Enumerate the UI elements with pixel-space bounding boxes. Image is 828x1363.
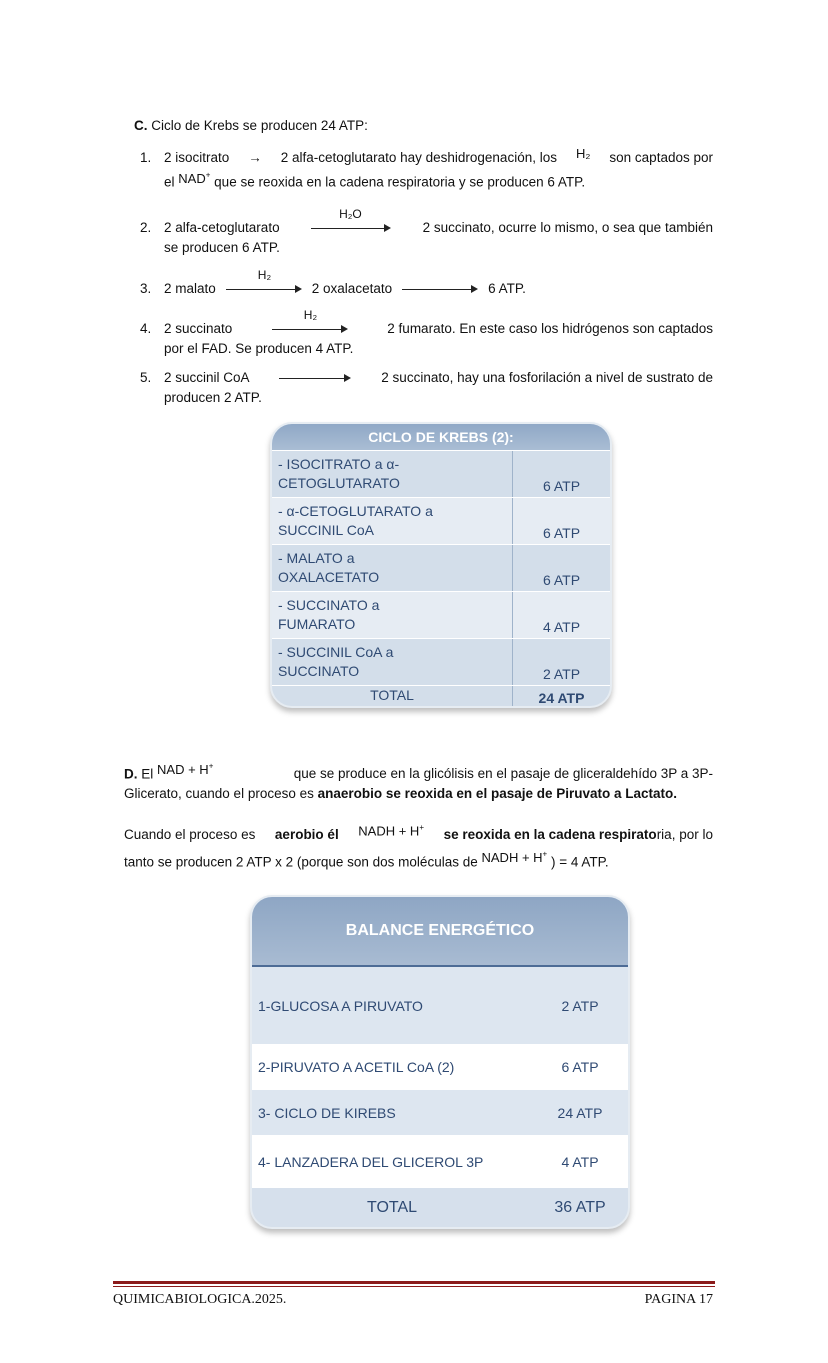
- text: Cuando el proceso es: [124, 827, 256, 843]
- arrow-label: H₂O: [339, 206, 362, 221]
- label-line: OXALACETATO: [278, 569, 380, 585]
- footer-rule: [113, 1281, 715, 1284]
- page-number: PAGINA 17: [644, 1292, 713, 1307]
- table-row: [272, 544, 610, 591]
- text: 2 alfa-cetoglutarato hay deshidrogenación, los: [280, 150, 557, 165]
- bold-text: anaerobio se reoxida en el pasaje de Piruvato a Lactato.: [317, 786, 678, 801]
- superscript: +: [208, 762, 214, 771]
- row-value: 6 ATP: [542, 525, 581, 541]
- item-number: 5.: [140, 370, 152, 385]
- item-number: 4.: [140, 321, 152, 336]
- reaction-arrow-icon: [311, 206, 391, 233]
- text: 6 ATP.: [488, 281, 526, 296]
- text: 2 succinato, hay una fosforilación a nivel de sustrato de: [381, 370, 713, 385]
- label-line: - ISOCITRATO a α-: [278, 456, 400, 472]
- table-row: [252, 1044, 628, 1090]
- table-row: [272, 591, 610, 638]
- text: tanto se producen 2 ATP x 2 (porque son dos moléculas de: [124, 854, 478, 870]
- text: 2 malato: [164, 281, 216, 296]
- table-title: BALANCE ENERGÉTICO: [252, 897, 628, 967]
- text: producen 2 ATP.: [164, 390, 262, 405]
- row-value: 4 ATP: [542, 619, 581, 635]
- text: ) = 4 ATP.: [550, 854, 609, 870]
- row-label: 2-PIRUVATO A ACETIL CoA (2): [258, 1059, 455, 1075]
- label-line: CETOGLUTARATO: [278, 475, 400, 491]
- total-label: TOTAL: [272, 686, 513, 708]
- superscript: +: [542, 850, 548, 859]
- balance-table: [250, 895, 630, 1229]
- text: 2 oxalacetato: [311, 281, 393, 296]
- label-line: SUCCINATO: [278, 663, 360, 679]
- table-row: [272, 497, 610, 544]
- right-arrow-icon: →: [248, 150, 262, 165]
- table-row: [252, 1135, 628, 1188]
- text: 2 succinato, ocurre lo mismo, o sea que también: [422, 220, 713, 235]
- total-value: 24 ATP: [538, 690, 585, 706]
- table-row: [272, 450, 610, 497]
- section-c-heading: [134, 118, 368, 133]
- row-label: 3- CICLO DE KIREBS: [258, 1104, 396, 1121]
- paragraph-line: [124, 762, 713, 782]
- text: 2 succinato: [164, 321, 233, 336]
- label-line: - α-CETOGLUTARATO a: [278, 503, 433, 519]
- paragraph-line: [124, 823, 713, 843]
- table-total-row: [272, 685, 610, 708]
- reaction-arrow-icon: [272, 307, 348, 334]
- table-row: [272, 638, 610, 685]
- text: por el FAD. Se producen 4 ATP.: [164, 341, 354, 356]
- footer-rule-thin: [113, 1286, 715, 1287]
- text: ria, por lo: [656, 827, 713, 843]
- total-label: TOTAL: [366, 1199, 418, 1216]
- heading-text: Ciclo de Krebs se producen 24 ATP:: [151, 118, 368, 133]
- nadh-formula: NADH + H: [358, 823, 420, 839]
- right-arrow-icon: [279, 373, 351, 383]
- nadh-formula: NADH + H: [481, 850, 543, 866]
- text: 2 isocitrato: [164, 150, 230, 165]
- table-total-row: [252, 1188, 628, 1228]
- item-number: 3.: [140, 281, 152, 296]
- text: 2 fumarato. En este caso los hidrógenos son captados: [387, 321, 713, 336]
- superscript: +: [205, 171, 211, 180]
- section-letter: C.: [134, 118, 148, 133]
- row-value: 6 ATP: [542, 478, 581, 494]
- paragraph-line: [124, 850, 609, 870]
- row-value: 2 ATP: [561, 997, 599, 1014]
- h2-formula: H₂: [575, 146, 591, 161]
- table-row: [252, 967, 628, 1044]
- row-label: [272, 545, 513, 591]
- text: el: [164, 174, 175, 190]
- table-row: [252, 1090, 628, 1135]
- text: que se produce en la glicólisis en el pasaje de gliceraldehído 3P a 3P-: [293, 766, 713, 782]
- arrow-label: H₂: [303, 307, 318, 322]
- row-value: 4 ATP: [561, 1153, 599, 1170]
- krebs-table: [270, 422, 612, 708]
- label-line: SUCCINIL CoA: [278, 522, 374, 538]
- row-label: 4- LANZADERA DEL GLICEROL 3P: [258, 1153, 484, 1170]
- superscript: +: [419, 823, 424, 832]
- nad-formula: NAD: [178, 171, 206, 187]
- row-value: 6 ATP: [561, 1059, 599, 1075]
- section-letter: D.: [124, 766, 138, 782]
- text: son captados por: [609, 150, 713, 165]
- text: 2 succinil CoA: [164, 370, 250, 385]
- bold-text: aerobio él: [274, 827, 339, 843]
- nadh-formula: NAD + H: [157, 762, 209, 778]
- label-line: - SUCCINATO a: [278, 597, 380, 613]
- row-label: 1-GLUCOSA A PIRUVATO: [258, 997, 423, 1014]
- row-label: [272, 639, 513, 685]
- reaction-arrow-icon: [226, 267, 302, 294]
- right-arrow-icon: [402, 284, 478, 294]
- bold-text: se reoxida en la cadena respirato: [443, 827, 657, 843]
- row-label: [272, 451, 513, 497]
- label-line: - MALATO a: [278, 550, 355, 566]
- row-value: 2 ATP: [542, 666, 581, 682]
- text: 2 alfa-cetoglutarato: [164, 220, 280, 235]
- table-title: CICLO DE KREBS (2):: [272, 424, 610, 450]
- text: El: [141, 766, 154, 782]
- item-number: 2.: [140, 220, 152, 235]
- row-label: [272, 592, 513, 638]
- row-value: 6 ATP: [542, 572, 581, 588]
- text: que se reoxida en la cadena respiratoria y se producen 6 ATP.: [214, 174, 586, 190]
- label-line: FUMARATO: [278, 616, 356, 632]
- text: se producen 6 ATP.: [164, 240, 280, 255]
- total-value: 36 ATP: [554, 1199, 606, 1216]
- arrow-label: H₂: [257, 267, 272, 282]
- label-line: - SUCCINIL CoA a: [278, 644, 394, 660]
- item-number: 1.: [140, 150, 152, 165]
- row-label: [272, 498, 513, 544]
- footer-left: QUIMICABIOLOGICA.2025.: [113, 1292, 287, 1307]
- paragraph-line: [124, 786, 677, 801]
- row-value: 24 ATP: [557, 1104, 603, 1121]
- text: Glicerato, cuando el proceso es: [124, 786, 314, 801]
